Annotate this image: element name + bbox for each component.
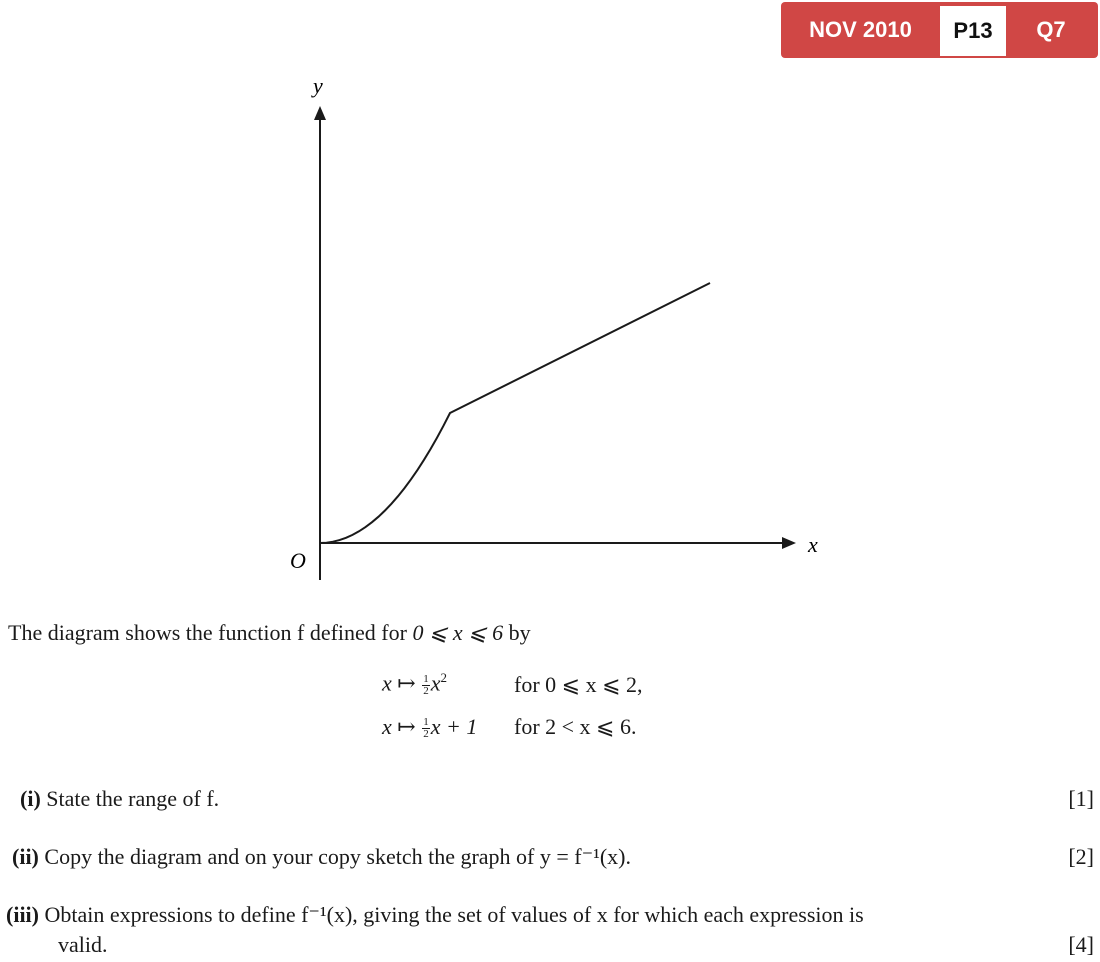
x-axis-arrow bbox=[782, 537, 796, 549]
y-axis-label: y bbox=[313, 73, 323, 98]
piece2-lhs: x ↦ bbox=[382, 714, 422, 739]
piece1-condition: for 0 ⩽ x ⩽ 2, bbox=[514, 672, 643, 697]
piece1-lhs: x ↦ bbox=[382, 670, 422, 696]
part-i-text: State the range of f. bbox=[46, 786, 220, 811]
intro-text-before: The diagram shows the function f defined for bbox=[8, 620, 413, 645]
piece2-condition: for 2 < x ⩽ 6. bbox=[514, 714, 637, 739]
session-label: NOV 2010 bbox=[809, 17, 912, 42]
part-ii-label: (ii) bbox=[12, 844, 39, 869]
piece1-power: 2 bbox=[440, 670, 447, 685]
piece1-fraction: $\frac{1}{2}$ bbox=[423, 672, 429, 697]
piece2-fraction: $\frac{1}{2}$ bbox=[423, 716, 429, 741]
part-iii bbox=[6, 902, 864, 928]
part-iii-label: (iii) bbox=[6, 902, 39, 927]
part-i-marks: [1] bbox=[1068, 786, 1094, 811]
part-iii-text: Obtain expressions to define f⁻¹(x), giving the set of values of x for which each expression is bbox=[44, 902, 864, 927]
definition-piece-1 bbox=[382, 670, 447, 697]
definition-piece-2 bbox=[382, 714, 477, 740]
x-axis-label: x bbox=[808, 532, 818, 557]
part-iii-text-continued: valid. bbox=[58, 932, 108, 957]
piece1-expr: x bbox=[430, 670, 441, 696]
part-iii-marks: [4] bbox=[1068, 932, 1094, 957]
part-ii-text: Copy the diagram and on your copy sketch the graph of y = f⁻¹(x). bbox=[44, 844, 631, 869]
intro-line bbox=[8, 620, 531, 646]
origin-label: O bbox=[290, 548, 306, 573]
part-ii bbox=[12, 844, 631, 870]
y-axis-arrow bbox=[314, 106, 326, 120]
function-curve bbox=[320, 283, 710, 543]
question-number: Q7 bbox=[1036, 17, 1066, 42]
piece2-expr: x + 1 bbox=[430, 714, 478, 739]
part-i-label: (i) bbox=[20, 786, 41, 811]
part-i bbox=[20, 786, 219, 812]
part-ii-marks: [2] bbox=[1068, 844, 1094, 869]
intro-domain: 0 ⩽ x ⩽ 6 bbox=[412, 620, 504, 645]
intro-text-after: by bbox=[503, 620, 531, 645]
paper-label: P13 bbox=[940, 6, 1006, 56]
